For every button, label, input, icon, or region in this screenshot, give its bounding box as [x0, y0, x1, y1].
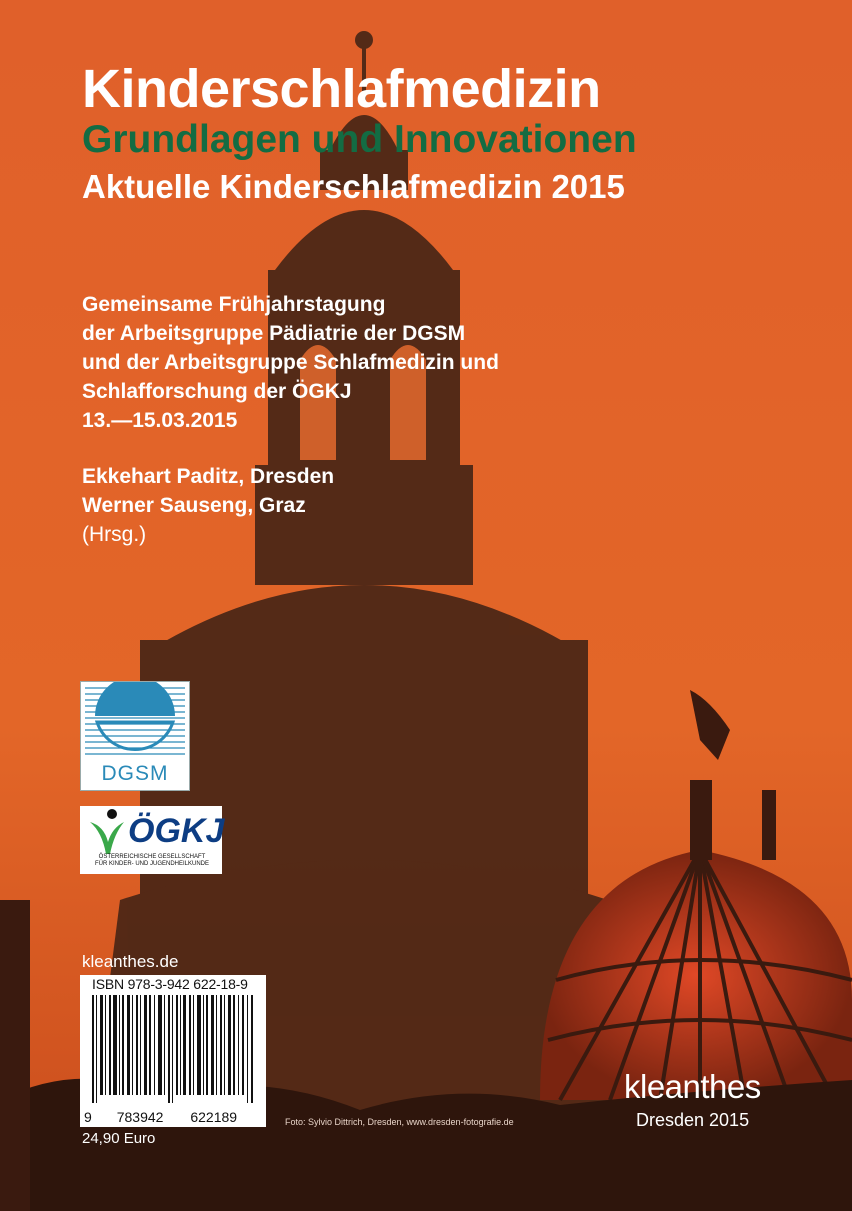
book-title: Kinderschlafmedizin [82, 59, 601, 119]
isbn-number: ISBN 978-3-942 622-18-9 [92, 976, 248, 992]
ogkj-sprout-icon [84, 808, 130, 856]
book-subtitle: Grundlagen und Innovationen [82, 118, 637, 161]
editors [82, 462, 334, 549]
series-title: Aktuelle Kinderschlafmedizin 2015 [82, 168, 625, 205]
barcode-digits: 9 783942 622189 [84, 1109, 238, 1125]
publisher-logo: kleanthes [624, 1068, 761, 1105]
event-dates: 13.—15.03.2015 [82, 409, 238, 432]
dgsm-emblem-icon [81, 682, 189, 762]
website: kleanthes.de [82, 952, 179, 971]
isbn-barcode [80, 975, 266, 1127]
dgsm-label: DGSM [101, 762, 169, 785]
editor: Ekkehart Paditz, Dresden [82, 465, 335, 488]
photo-credit: Foto: Sylvio Dittrich, Dresden, www.dresden-fotografie.de [285, 1117, 514, 1127]
description [82, 290, 499, 435]
editor-role: (Hrsg.) [82, 523, 147, 546]
barcode-icon [92, 995, 254, 1103]
description-line: der Arbeitsgruppe Pädiatrie der DGSM [82, 322, 466, 345]
publisher-place: Dresden 2015 [636, 1110, 750, 1130]
ogkj-label: ÖGKJ [128, 812, 225, 850]
price: 24,90 Euro [82, 1130, 156, 1147]
description-line: Schlafforschung der ÖGKJ [82, 380, 352, 403]
dgsm-logo [80, 681, 190, 791]
editor: Werner Sauseng, Graz [82, 494, 306, 517]
ogkj-subtitle: ÖSTERREICHISCHE GESELLSCHAFT FÜR KINDER- UND JUGENDHEILKUNDE [94, 854, 209, 867]
description-line: und der Arbeitsgruppe Schlafmedizin und [82, 351, 499, 374]
ogkj-logo [80, 806, 225, 874]
description-line: Gemeinsame Frühjahrstagung [82, 293, 386, 316]
